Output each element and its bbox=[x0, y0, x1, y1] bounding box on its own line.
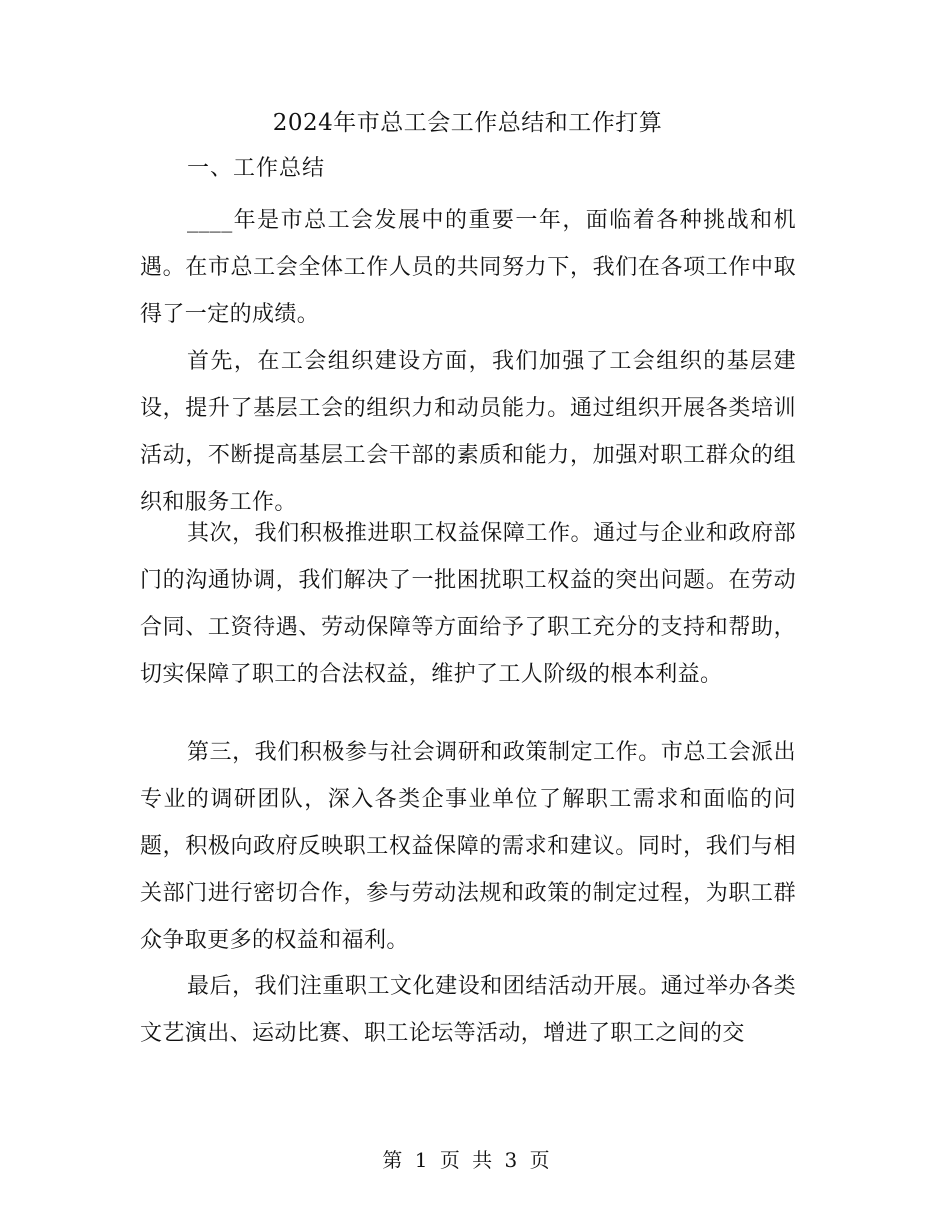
paragraph-culture: 最后，我们注重职工文化建设和团结活动开展。通过举办各类文艺演出、运动比赛、职工论坛等活动，增进了职工之间的交 bbox=[140, 974, 796, 1046]
paragraph-rights: 其次，我们积极推进职工权益保障工作。通过与企业和政府部门的沟通协调，我们解决了一批困扰职工权益的突出问题。在劳动合同、工资待遇、劳动保障等方面给予了职工充分的支持和帮助，切实保障了职工的合法权益，维护了工人阶级的根本利益。 bbox=[140, 521, 796, 687]
paragraph-intro: ____年是市总工会发展中的重要一年，面临着各种挑战和机遇。在市总工会全体工作人员的共同努力下，我们在各项工作中取得了一定的成绩。 bbox=[140, 208, 796, 327]
paragraph-organization: 首先，在工会组织建设方面，我们加强了工会组织的基层建设，提升了基层工会的组织力和动员能力。通过组织开展各类培训活动，不断提高基层工会干部的素质和能力，加强对职工群众的组织和服务工作。 bbox=[140, 349, 796, 515]
page-number-footer: 第 1 页 共 3 页 bbox=[382, 1148, 553, 1172]
paragraph-research: 第三，我们积极参与社会调研和政策制定工作。市总工会派出专业的调研团队，深入各类企事业单位了解职工需求和面临的问题，积极向政府反映职工权益保障的需求和建议。同时，我们与相关部门进行密切合作，参与劳动法规和政策的制定过程，为职工群众争取更多的权益和福利。 bbox=[140, 740, 796, 953]
section-heading: 一、工作总结 bbox=[187, 156, 326, 181]
document-title: 2024年市总工会工作总结和工作打算 bbox=[272, 110, 663, 136]
